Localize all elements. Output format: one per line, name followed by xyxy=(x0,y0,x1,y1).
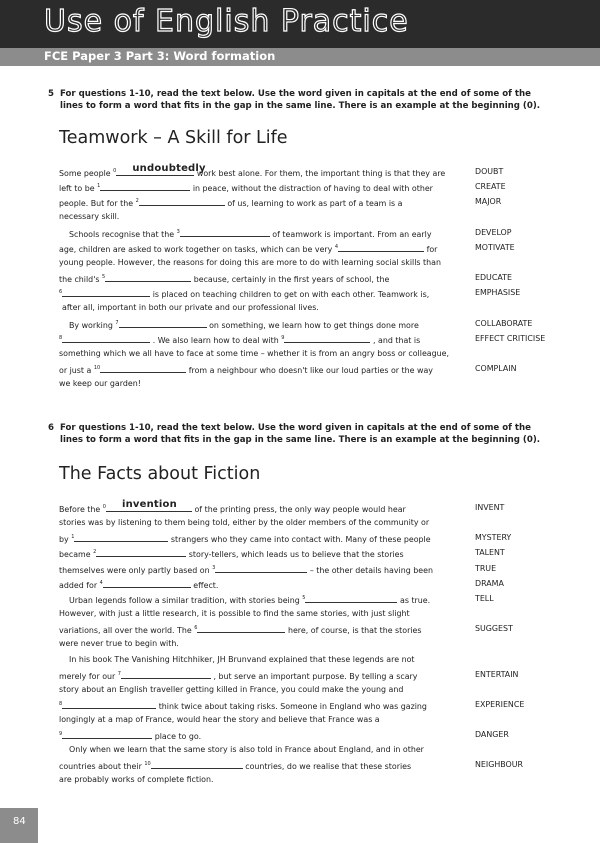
text-line: merely for our $^7$ , but serve an important purpose. By telling a scary xyxy=(59,671,418,681)
key-word: TELL xyxy=(475,594,494,603)
text-line: left to be $^1$ in peace, without the distraction of having to deal with other xyxy=(59,183,433,193)
answer-gap[interactable] xyxy=(119,319,207,328)
key-word: MAJOR xyxy=(475,197,502,206)
key-word: MYSTERY xyxy=(475,533,512,542)
key-word: TALENT xyxy=(475,548,505,557)
key-word: NEIGHBOUR xyxy=(475,760,524,769)
text-line: are probably works of complete fiction. xyxy=(59,775,214,784)
exercise5-instruction: For questions 1-10, read the text below. Use the word given in capitals at the end of some of the lines to form a word that fits in the gap in the same line. There is an example at the beginning (0). xyxy=(60,89,541,111)
key-word: DANGER xyxy=(475,730,509,739)
text-line: However, with just a little research, it is possible to find the same stories, with just slight xyxy=(59,609,410,618)
key-word: MOTIVATE xyxy=(475,243,515,252)
text-line: we keep our garden! xyxy=(59,379,141,388)
key-word: DEVELOP xyxy=(475,228,512,237)
text-line: Only when we learn that the same story is also told in France about England, and in other xyxy=(69,745,424,754)
key-word: EMPHASISE xyxy=(475,288,521,297)
header-banner xyxy=(0,0,600,48)
text-line: variations, all over the world. The $^6$ here, of course, is that the stories xyxy=(59,625,422,635)
answer-gap[interactable] xyxy=(62,700,156,709)
text-line: $^9$ place to go. xyxy=(59,731,202,741)
answer-gap[interactable] xyxy=(305,594,397,603)
text-line: became $^2$ story-tellers, which leads us to believe that the stories xyxy=(59,549,404,559)
key-word: ENTERTAIN xyxy=(475,670,519,679)
exercise5-instruction-block xyxy=(48,88,548,112)
text-line: young people. However, the reasons for doing this are more to do with learning social skills than xyxy=(59,258,441,267)
key-word: SUGGEST xyxy=(475,624,513,633)
answer-gap[interactable] xyxy=(62,730,152,739)
answer-gap[interactable] xyxy=(338,243,424,252)
key-word: COMPLAIN xyxy=(475,364,517,373)
exercise6-number: 6 xyxy=(48,423,54,433)
text-line: $^8$ think twice about taking risks. Someone in England who was gazing xyxy=(59,701,427,711)
answer-gap[interactable] xyxy=(74,533,168,542)
key-word: EDUCATE xyxy=(475,273,512,282)
answer-gap[interactable] xyxy=(100,364,186,373)
text-line: or just a $^{10}$ from a neighbour who doesn't like our loud parties or the way xyxy=(59,365,433,375)
text-line: Urban legends follow a similar tradition, with stories being $^5$ as true. xyxy=(69,595,431,605)
answer-gap[interactable] xyxy=(62,288,150,297)
text-line: necessary skill. xyxy=(59,212,120,221)
text-line: were never true to begin with. xyxy=(59,639,179,648)
text-line: the child's $^5$ because, certainly in the first years of school, the xyxy=(59,274,390,284)
text-line: after all, important in both our private and our professional lives. xyxy=(62,303,319,312)
answer-gap[interactable] xyxy=(215,564,307,573)
exercise6-instruction-block xyxy=(48,422,548,446)
answer-gap[interactable] xyxy=(62,334,150,343)
key-word: DRAMA xyxy=(475,579,504,588)
text-line: themselves were only partly based on $^3$ – the other details having been xyxy=(59,565,433,575)
text-line: Schools recognise that the $^3$ of teamwork is important. From an early xyxy=(69,229,432,239)
exercise6-instruction: For questions 1-10, read the text below. Use the word given in capitals at the end of some of the lines to form a word that fits in the gap in the same line. There is an example at the beginning (0). xyxy=(60,423,541,445)
exercise5-number: 5 xyxy=(48,89,54,99)
answer-gap[interactable] xyxy=(139,197,225,206)
answer-gap[interactable] xyxy=(96,548,186,557)
text-line: by $^1$ strangers who they came into contact with. Many of these people xyxy=(59,534,431,544)
text-line: countries about their $^{10}$ countries, do we realise that these stories xyxy=(59,761,412,771)
answer-gap[interactable] xyxy=(151,760,243,769)
answer-gap[interactable] xyxy=(180,228,270,237)
key-word: CREATE xyxy=(475,182,506,191)
example-answer: undoubtedly xyxy=(116,166,194,176)
text-line: added for $^4$ effect. xyxy=(59,580,219,590)
key-word: TRUE xyxy=(475,564,497,573)
example-answer: invention xyxy=(106,502,192,512)
key-word: EFFECT CRITICISE xyxy=(475,334,546,343)
header-subtitle: FCE Paper 3 Part 3: Word formation xyxy=(44,49,276,63)
answer-gap[interactable] xyxy=(284,334,370,343)
page-number: 84 xyxy=(0,808,38,843)
answer-gap[interactable] xyxy=(100,182,190,191)
text-line: Some people $^0$ undoubtedly work best alone. For them, the important thing is that they are xyxy=(59,163,446,178)
key-word: DOUBT xyxy=(475,167,504,176)
text-line: people. But for the $^2$ of us, learning to work as part of a team is a xyxy=(59,198,403,208)
key-word: EXPERIENCE xyxy=(475,700,525,709)
answer-gap[interactable] xyxy=(105,273,191,282)
text-line: stories was by listening to them being told, either by the older members of the community or xyxy=(59,518,430,527)
text-line: $^6$ is placed on teaching children to get on with each other. Teamwork is, xyxy=(59,289,430,299)
text-line: story about an English traveller getting killed in France, you could make the young and xyxy=(59,685,404,694)
answer-gap[interactable] xyxy=(121,670,211,679)
text-line: $^8$ . We also learn how to deal with $^9$ , and that is xyxy=(59,335,421,345)
text-line: something which we all have to face at some time – whether it is from an angry boss or colleague, xyxy=(59,349,450,358)
text-line: Before the $^0$ invention of the printing press, the only way people would hear xyxy=(59,499,406,514)
answer-gap[interactable] xyxy=(103,579,191,588)
text-line: In his book The Vanishing Hitchhiker, JH Brunvand explained that these legends are not xyxy=(69,655,415,664)
text-line: By working $^7$ on something, we learn how to get things done more xyxy=(69,320,419,330)
exercise6-title: The Facts about Fiction xyxy=(59,464,261,484)
answer-gap[interactable] xyxy=(197,624,285,633)
header-title: Use of English Practice xyxy=(44,4,409,39)
text-line: longingly at a map of France, would hear the story and believe that France was a xyxy=(59,715,380,724)
exercise5-title: Teamwork – A Skill for Life xyxy=(59,128,288,148)
header-subbar xyxy=(0,48,600,66)
key-word: INVENT xyxy=(475,503,505,512)
text-line: age, children are asked to work together on tasks, which can be very $^4$ for xyxy=(59,244,438,254)
key-word: COLLABORATE xyxy=(475,319,533,328)
